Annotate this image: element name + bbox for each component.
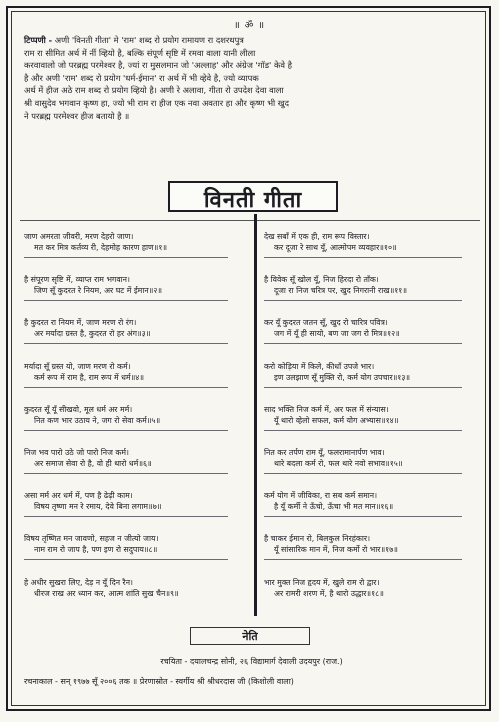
verse-line: धीरज राख अर ध्यान कर, आत्म शांति सुख चैन॥९॥ — [34, 588, 179, 598]
title-box — [168, 181, 338, 212]
verse-rule — [24, 430, 228, 431]
verse-line: कर दूजा रे साथ यूँ, आत्मोपम व्यवहार॥१०॥ — [274, 243, 397, 252]
note-line: करवावालो जो परब्रह्म परमेश्वर है, ज्यां रा मुसलमान जो 'अल्लाह' और अंग्रेज 'गॉड' केवे है — [24, 60, 292, 71]
note-line: है और अणी 'राम' शब्द रो प्रयोग 'धर्म-ईमान' रा अर्थ में भी व्हेवे है, ज्यो व्यापक — [24, 72, 259, 83]
verse-group — [264, 361, 479, 404]
verse-line: भार मुक्त निज हृदय में, खुले राम रो द्वार। — [264, 577, 380, 587]
verse-group — [264, 447, 479, 490]
verse-line: दूजा रा निज चरित्र पर, खुद निगरानी राख॥११॥ — [274, 286, 408, 296]
left-verse-column — [24, 231, 246, 620]
verse-line: मर्यादा सूँ ग्रस्त यो, जाण मरण रो कर्म। — [24, 361, 131, 371]
verse-line: थारे बदला कर्म रो, फल थारे नवो सभाव॥१५॥ — [274, 458, 403, 468]
verse-line: कर्म योग में जीविका, रा सब कर्म समान। — [264, 491, 378, 501]
right-verse-column — [264, 231, 479, 620]
verse-line: जग में यूँ ही सायो, बण जा जग रो मित्र॥१२॥ — [274, 329, 400, 339]
verse-line: है यूँ कर्मी ने ऊँचो, ऊँचा भी मत मान॥१६॥ — [274, 502, 394, 512]
verse-line: नित कण भार उठाय ने, जग रो सेवा कर्म॥५॥ — [34, 415, 161, 425]
verse-group — [24, 231, 246, 274]
verse-rule — [24, 257, 228, 258]
neti-box — [190, 627, 310, 645]
column-divider — [254, 214, 257, 616]
verse-group — [24, 490, 246, 533]
verse-rule — [24, 559, 228, 560]
verse-line: जाण अमरता जीवरी, मरण देहरो जाण। — [24, 232, 134, 241]
verse-rule — [264, 559, 462, 560]
author-line: रचयिता - दयालचन्द्र सोनी, २६ विद्यामार्ग देवाली उदयपुर (राज.) — [160, 657, 343, 666]
verse-rule — [264, 516, 462, 517]
verse-group — [24, 317, 246, 360]
verse-line: यूँ सांसारिक मान में, निज कर्मो रो भार॥१७॥ — [274, 545, 398, 555]
verse-line: अर समाज सेवा रो है, वो ही थारो धर्म॥६॥ — [34, 458, 152, 468]
om-heading: ॥ ॐ ॥ — [233, 20, 266, 31]
verse-rule — [24, 343, 228, 344]
note-line: अर्थ में हीज अठे राम शब्द रो प्रयोग व्हियो है। अणी रे अलावा, गीता रो उपदेश देवा वाला — [24, 85, 284, 96]
verse-group — [24, 274, 246, 317]
note-paragraph — [24, 34, 479, 122]
verse-line: नित कर तर्पण राम यूँ, फलरामानार्पण भाव। — [264, 447, 385, 457]
note-label: टिप्पणी - — [24, 35, 53, 45]
note-line: टिप्पणी - अणी 'विनती गीता' मे 'राम' शब्द रो प्रयोग रामायण रा दशरथपुत्र — [24, 35, 244, 45]
verse-line: मत कर मित्र कर्तव्य री, देहमोह कारण हाण॥१॥ — [34, 243, 168, 252]
verse-group — [264, 317, 479, 360]
verse-rule — [264, 387, 462, 388]
verse-line: असा मर्म अर धर्म में, पण है ढेढ़ी काम। — [24, 491, 133, 501]
verse-rule — [264, 343, 462, 344]
verse-group — [264, 577, 479, 620]
verse-rule — [24, 387, 228, 388]
verse-line: साद भक्ति निज कर्म में, अर फल में संन्यास। — [264, 404, 389, 414]
verse-line: यूँ थारो व्हेलो सफल, कर्म योग अभ्यास॥१४॥ — [274, 415, 399, 425]
verse-rule — [264, 473, 462, 474]
verse-line: अर मर्यादा ग्रस्त है, कुदरत रो हर अंग॥३॥ — [34, 329, 151, 339]
verse-line: है विवेक सूँ खोल यूँ, निज हिरदा रो ताँक। — [264, 275, 379, 285]
verse-rule — [24, 300, 228, 301]
verse-rule — [264, 430, 462, 431]
verse-group — [264, 533, 479, 576]
title-rule — [20, 220, 480, 221]
verse-rule — [24, 516, 228, 517]
verse-line: जिण सूँ कुदरत रे नियम, अर घट में ईमान॥२॥ — [34, 286, 163, 296]
verse-line: है कुदरत रा नियम में, जाण मरण रो रंग। — [24, 318, 137, 328]
verse-line: करो कोड़िया में किले, कीधाँ उपजे भार। — [264, 361, 375, 371]
verse-line: इण उलझाण सूँ मुक्ति रो, कर्म योग उपचार॥१३॥ — [274, 372, 411, 382]
verse-line: है चाकर ईमान रो, बिलकुल निरहंकार। — [264, 534, 371, 544]
note-line: श्री वासुदेव भगवान कृष्ण हा, ज्यो भी राम रा हीज एक नवा अवतार हा और कृष्ण भी खुद — [24, 97, 290, 108]
verse-group — [24, 404, 246, 447]
verse-line: कर यूँ कुदरत जतन सूँ, खुद रो चारित्र पवित्र। — [264, 318, 388, 328]
verse-line: है संपूरण सृष्टि में, व्याप्त राम भगवान। — [24, 275, 130, 285]
verse-line: नाम राम रो जाप है, पण इण रो सदुपाय॥८॥ — [34, 545, 158, 555]
note-line: ने परब्रह्म परमेश्वर हीज बतायो है ॥ — [24, 110, 130, 121]
verse-line: अर रामरी शरण में, है थारो उद्धार॥१८॥ — [274, 588, 384, 598]
verse-group — [264, 274, 479, 317]
verse-group — [24, 447, 246, 490]
verse-group — [24, 361, 246, 404]
verse-line: विषय तृष्णित मन जावणो, सहज न जीत्यो जाय। — [24, 534, 159, 544]
composition-line: रचनाकाल - सन् १९७७ सूँ २००६ तक ॥ प्रेरणास्रोत - स्वर्गीय श्री श्रीधरदास जी (किशोली वाला) — [24, 677, 294, 686]
verse-line: कुदरत सूँ यूँ सीखवो, मूल धर्म अर मर्म। — [24, 404, 133, 414]
verse-group — [24, 533, 246, 576]
page-title: विनती गीता — [203, 188, 303, 213]
verse-group — [264, 231, 479, 274]
verse-rule — [264, 257, 462, 258]
verse-line: देख सबाँ में एक ही, राम रूप विस्तार। — [264, 232, 370, 241]
verse-group — [24, 577, 246, 620]
verse-group — [264, 490, 479, 533]
neti-label: नेति — [242, 630, 258, 643]
verse-line: विषय तृष्णा मन रे रमाय, देवे बिना लगाम॥७॥ — [34, 502, 162, 512]
verse-line: कर्म रूप में राम है, राम रूप में धर्म॥४॥ — [34, 372, 144, 382]
verse-group — [264, 404, 479, 447]
note-line: राम रा सीमित अर्थ में नीं व्हियो है, बल्कि संपूर्ण सृष्टि में रमवा वाला यानी लीला — [24, 47, 256, 58]
verse-rule — [264, 300, 462, 301]
verse-rule — [24, 473, 228, 474]
verse-line: हे अधीर सुखरा लिए, देड़ न यूँ दिन रैन। — [24, 577, 133, 587]
verse-line: निज भव पारो उठे जो पारो निज कर्म। — [24, 447, 129, 457]
